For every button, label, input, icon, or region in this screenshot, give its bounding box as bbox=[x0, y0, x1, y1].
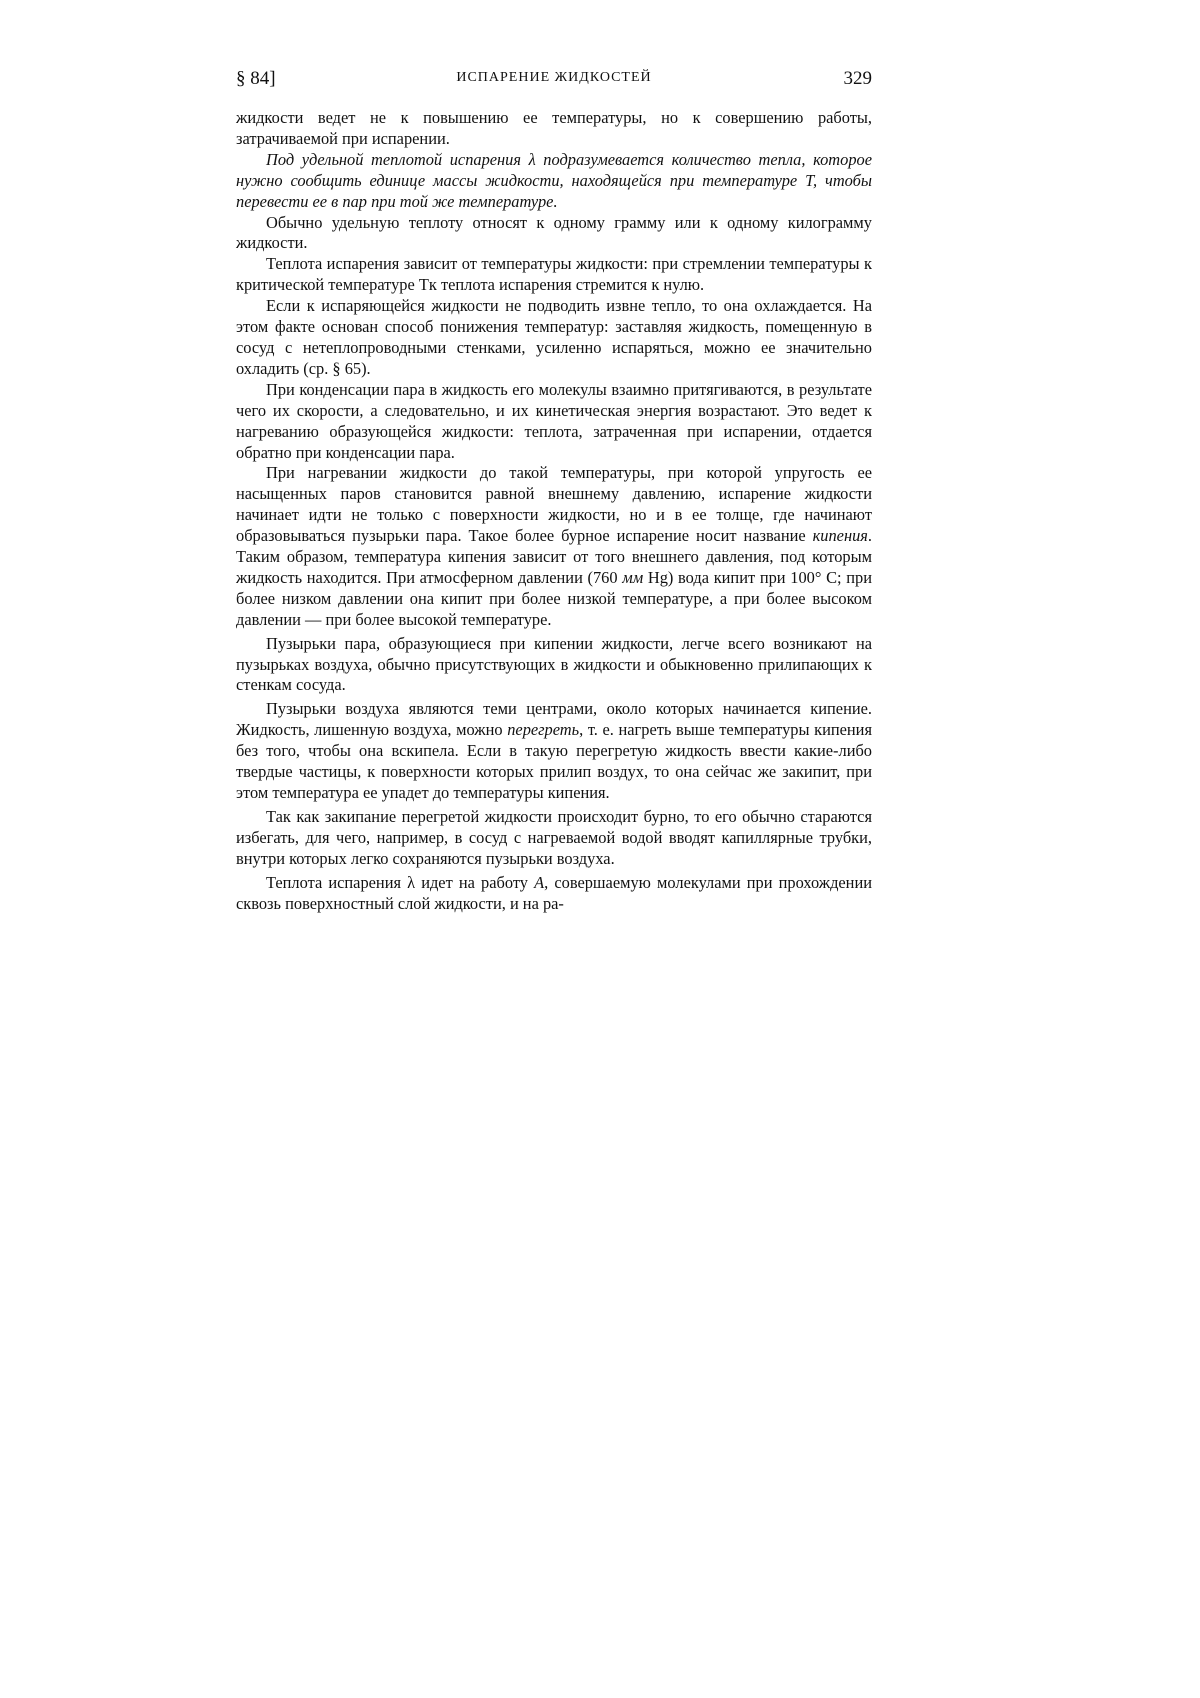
page-number: 329 bbox=[843, 68, 872, 89]
unit-mm: мм bbox=[622, 567, 644, 587]
paragraph: Так как закипание перегретой жидкости происходит бурно, то его обычно стараются избегать, для чего, например, в сосуд с нагреваемой водой вводят капиллярные трубки, внутри которых легко сохраняются пузырьки воздуха. bbox=[236, 806, 872, 868]
paragraph-continuation: жидкости ведет не к повышению ее температуры, но к совершению работы, затрачиваемой при испарении. bbox=[236, 108, 872, 148]
paragraph-superheat bbox=[236, 699, 872, 804]
paragraph: Теплота испарения зависит от температуры жидкости: при стремлении температуры к критической температуре Tк теплота испарения стремится к нулю. bbox=[236, 254, 872, 295]
definition-paragraph: Под удельной теплотой испарения λ подразумевается количество тепла, которое нужно сообщить единице массы жидкости, находящейся при температуре T, чтобы перевести ее в пар при той же температуре. bbox=[236, 149, 872, 211]
paragraph: Пузырьки пара, образующиеся при кипении жидкости, легче всего возникают на пузырьках воздуха, обычно присутствующих в жидкости и обыкновенно прилипающих к стенкам сосуда. bbox=[236, 633, 872, 695]
text-run: Пузырьки воздуха являются теми центрами, около которых начинается кипение. Жидкость, лишенную воздуха, можно bbox=[236, 699, 872, 740]
text-run: При нагревании жидкости до такой температуры, при которой упругость ее насыщенных паров становится равной внешнему давлению, испарение жидкости начинает идти не только с поверхности жидкости, но и в ее толще, где начинают образовываться пузырьки пара. Такое более бурное испарение носит название bbox=[236, 463, 872, 546]
paragraph-boiling bbox=[236, 463, 872, 630]
paragraph: Обычно удельную теплоту относят к одному грамму или к одному килограмму жидкости. bbox=[236, 212, 872, 253]
term-boiling: кипения bbox=[812, 526, 868, 546]
page-body bbox=[236, 108, 872, 914]
symbol-a: A bbox=[534, 872, 545, 892]
running-title: ИСПАРЕНИЕ ЖИДКОСТЕЙ bbox=[456, 70, 652, 85]
section-reference: § 84] bbox=[236, 68, 276, 89]
term-superheat: перегреть bbox=[507, 720, 580, 740]
text-run: . Таким образом, температура кипения зависит от того внешнего давления, под которым жидкость находится. При атмосферном давлении (760 bbox=[236, 526, 872, 587]
paragraph: При конденсации пара в жидкость его молекулы взаимно притягиваются, в результате чего их скорости, а следовательно, и их кинетическая энергия возрастают. Это ведет к нагреванию образующейся жидкости: теплота, затраченная при испарении, отдается обратно при конденсации пара. bbox=[236, 379, 872, 462]
text-run: , т. е. нагреть выше температуры кипения без того, чтобы она вскипела. Если в такую перегретую жидкость ввести какие-либо твердые частицы, к поверхности которых прилип воздух, то она сейчас же закипит, при этом температура ее упадет до температуры кипения. bbox=[236, 720, 872, 802]
text-run: Теплота испарения λ идет на работу bbox=[266, 872, 535, 892]
running-head bbox=[236, 68, 872, 98]
paragraph: Если к испаряющейся жидкости не подводить извне тепло, то она охлаждается. На этом факте основан способ понижения температур: заставляя жидкость, помещенную в сосуд с нетеплопроводными стенками, усиленно испаряться, можно ее значительно охладить (ср. § 65). bbox=[236, 296, 872, 378]
text-run: , совершаемую молекулами при прохождении сквозь поверхностный слой жидкости, и на ра- bbox=[236, 872, 872, 913]
text-run: Hg) вода кипит при 100° C; при более низком давлении она кипит при более низкой температуре, а при более высоком давлении — при более высокой температуре. bbox=[236, 567, 872, 629]
paragraph-work bbox=[236, 873, 872, 915]
